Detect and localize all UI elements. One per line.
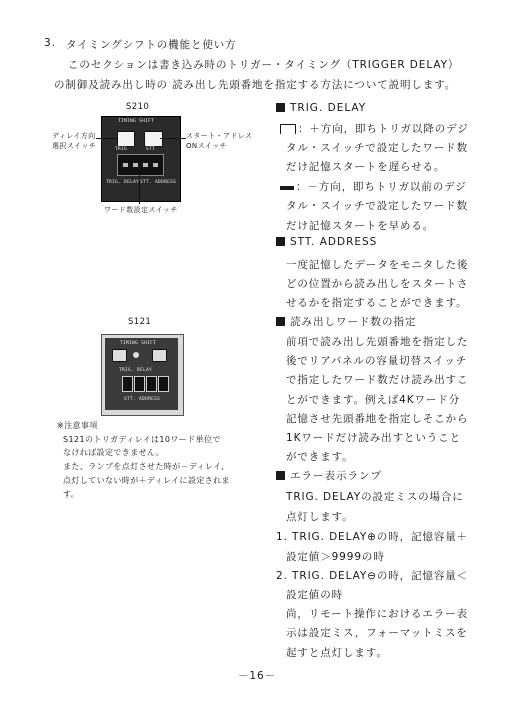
panel-s210-header: TIMING SHIFT: [118, 119, 155, 124]
remote-error-line-1: 尚，リモート操作におけるエラー表: [286, 608, 468, 620]
panel-s121-header: TIMING SHIFT: [120, 341, 157, 346]
trig-delay-plus-line-3: だけ記憶スタートを遅らせる。: [286, 161, 446, 173]
panel-s210-stt: STT: [146, 147, 156, 152]
section-title: タイミングシフトの機能と使い方: [66, 39, 237, 51]
stt-address-line-2: どの位置から読み出しをスタートさ: [286, 278, 469, 290]
read-word-line-5: 記憶させ先頭番地を指定しそこから: [286, 413, 469, 425]
callout-word-count: ワード数設定スイッチ: [104, 206, 178, 214]
s121-digit-2: [134, 376, 145, 392]
trig-delay-minus-line-1: ：－方向，即ちトリガ以前のデジ: [280, 179, 467, 194]
s121-button-left: [112, 349, 127, 362]
remote-error-line-2: 示は設定ミス，フォーマットミスを: [286, 627, 468, 639]
heading-trig-delay: TRIG. DELAY: [276, 102, 366, 114]
error-item-1-line-2: 設定値＞9999の時: [286, 551, 385, 563]
figure-label-s210: S210: [126, 102, 150, 112]
callout-line-right: [160, 138, 186, 139]
read-word-line-3: で指定したワード数だけ読み出すこ: [286, 374, 469, 386]
note-line-3: また、ランプを点灯させた時が－ディレイ、: [63, 462, 230, 471]
read-word-line-7: ができます。: [286, 451, 354, 463]
panel-s210-trig: TRIG: [115, 147, 128, 152]
error-item-2-line-2: 設定値の時: [286, 589, 343, 601]
note-line-5: す。: [63, 490, 80, 499]
callout-start-address-2: ONスイッチ: [186, 142, 227, 150]
note-heading: ※注意事項: [57, 421, 98, 430]
word-count-digit-switch: [117, 154, 164, 176]
panel-s121-trig-delay: TRIG. DELAY: [119, 368, 153, 373]
panel-s210-stt-address: STT. ADDRESS: [140, 180, 177, 185]
note-line-1: S121のトリガディレイは10ワード単位で: [63, 435, 221, 444]
panel-s210-trig-delay: TRIG. DELAY: [106, 180, 140, 185]
error-lamp-line-1: TRIG. DELAYの設定ミスの場合に: [286, 491, 464, 503]
callout-start-address-1: スタート・アドレス: [186, 132, 253, 140]
error-item-2-line-1: 2. TRIG. DELAY⊖の時，記憶容量＜: [276, 570, 469, 582]
figure-label-s121: S121: [128, 317, 152, 327]
read-word-line-4: とができます。例えば4Kワード分: [286, 394, 461, 406]
heading-stt-address: STT. ADDRESS: [276, 236, 377, 248]
start-address-on-switch: [144, 131, 163, 147]
read-word-line-1: 前項で読み出し先頭番地を指定した: [286, 336, 469, 348]
intro-line-1: このセクションは書き込み時のトリガー・タイミング（TRIGGER DELAY）: [68, 59, 460, 71]
trig-delay-minus-line-3: だけ記憶スタートを早める。: [286, 220, 435, 232]
error-item-1-line-1: 1. TRIG. DELAY⊕の時，記憶容量＋: [276, 531, 469, 543]
stt-address-line-3: せるかを指定することができます。: [286, 297, 468, 309]
delay-minus-symbol-icon: [280, 186, 294, 190]
heading-read-word-count: 読み出しワード数の指定: [276, 314, 417, 329]
trig-delay-plus-line-1: ：＋方向，即ちトリガ以降のデジ: [280, 121, 469, 136]
note-line-4: 点灯していない時が＋ディレイに設定されま: [63, 476, 230, 485]
page-number: －16－: [238, 670, 276, 682]
stt-address-line-1: 一度記憶したデータをモニタした後: [286, 259, 469, 271]
s121-digit-3: [146, 376, 157, 392]
delay-plus-symbol-icon: [280, 124, 296, 134]
heading-error-lamp: エラー表示ランプ: [276, 468, 382, 483]
read-word-line-2: 後でリアパネルの容量切替スイッチ: [286, 355, 468, 367]
s121-button-right: [152, 349, 167, 362]
trig-delay-plus-line-2: タル・スイッチで設定したワード数: [286, 142, 468, 154]
delay-direction-switch: [117, 131, 135, 147]
callout-line-left: [96, 138, 118, 139]
intro-line-2: の制御及読み出し時の 読み出し先頭番地を指定する方法について説明します。: [54, 79, 457, 91]
callout-delay-direction-2: 選択スイッチ: [52, 142, 97, 150]
callout-line-bottom: [139, 174, 140, 204]
note-line-2: なければ設定できません。: [63, 448, 165, 457]
section-number: 3.: [44, 37, 56, 49]
remote-error-line-3: 起すと点灯します。: [286, 647, 388, 659]
error-lamp-line-2: 点灯します。: [286, 511, 354, 523]
read-word-line-6: 1Kワードだけ読み出すということ: [286, 432, 461, 444]
s121-digit-1: [122, 376, 133, 392]
callout-delay-direction-1: ディレイ方向: [52, 132, 96, 140]
s121-error-lamp: [133, 352, 139, 358]
s121-digit-4: [158, 376, 169, 392]
trig-delay-minus-line-2: タル・スイッチで設定したワード数: [286, 200, 468, 212]
panel-s121-stt-address: STT. ADDRESS: [124, 397, 161, 402]
